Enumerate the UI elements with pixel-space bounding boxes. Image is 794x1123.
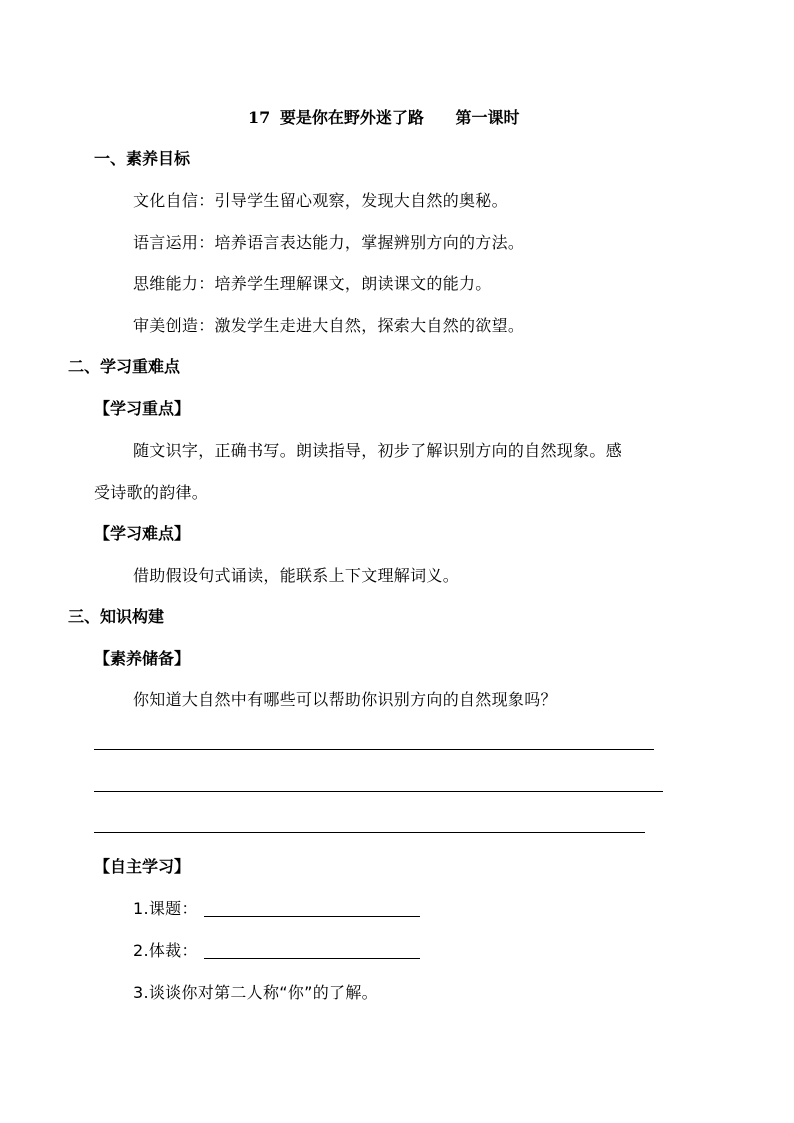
question-topic — [133, 899, 420, 919]
answer-line[interactable] — [94, 832, 645, 833]
lesson-period: 第一课时 — [455, 108, 520, 127]
section-heading-keypoints: 二、学习重难点 — [68, 357, 181, 376]
question-topic-label: 1.课题： — [133, 899, 198, 918]
question-second-person: 3.谈谈你对第二人称“你”的了解。 — [133, 983, 378, 1002]
preparation-label: 【素养储备】 — [94, 649, 191, 668]
key-point-text-cont: 受诗歌的韵律。 — [94, 483, 209, 502]
section-heading-goals: 一、素养目标 — [94, 149, 191, 168]
topic-answer-blank[interactable] — [204, 900, 420, 917]
preparation-question: 你知道大自然中有哪些可以帮助你识别方向的自然现象吗？ — [133, 690, 557, 709]
goal-item: 思维能力：培养学生理解课文，朗读课文的能力。 — [133, 274, 492, 293]
self-study-label: 【自主学习】 — [94, 857, 191, 876]
difficulty-text: 借助假设句式诵读，能联系上下文理解词义。 — [133, 566, 460, 585]
answer-line[interactable] — [94, 791, 663, 792]
key-point-label: 【学习重点】 — [94, 399, 191, 418]
genre-answer-blank[interactable] — [204, 942, 420, 959]
lesson-number: 17 — [248, 108, 271, 127]
difficulty-label: 【学习难点】 — [94, 524, 191, 543]
page-title — [248, 108, 519, 128]
section-heading-knowledge: 三、知识构建 — [68, 607, 165, 626]
answer-line[interactable] — [94, 749, 654, 750]
lesson-title: 要是你在野外迷了路 — [279, 108, 424, 127]
goal-item: 语言运用：培养语言表达能力，掌握辨别方向的方法。 — [133, 233, 525, 252]
key-point-text: 随文识字，正确书写。朗读指导，初步了解识别方向的自然现象。感 — [133, 441, 623, 460]
goal-item: 文化自信：引导学生留心观察，发现大自然的奥秘。 — [133, 191, 508, 210]
question-genre — [133, 941, 420, 961]
question-genre-label: 2.体裁： — [133, 941, 198, 960]
goal-item: 审美创造：激发学生走进大自然，探索大自然的欲望。 — [133, 316, 525, 335]
